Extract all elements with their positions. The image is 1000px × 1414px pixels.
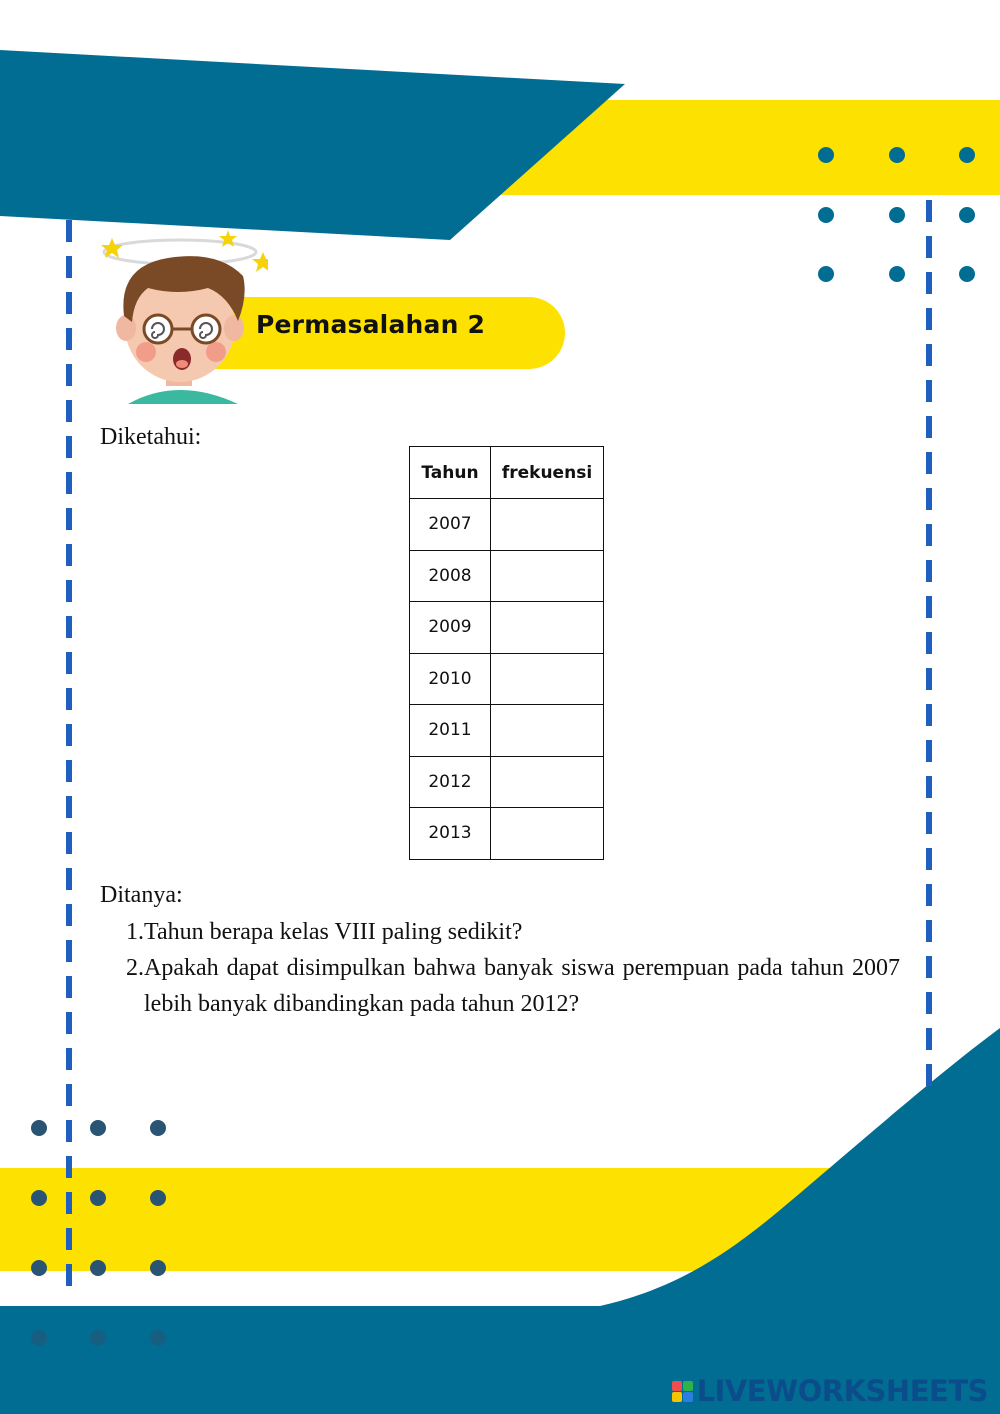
- table-row: [410, 808, 604, 860]
- question-number: 2.: [126, 955, 144, 981]
- table-row: [410, 653, 604, 705]
- brand-name: LIVEWORKSHEETS: [696, 1374, 988, 1408]
- frequency-cell[interactable]: [491, 602, 604, 654]
- column-header-frequency: frekuensi: [491, 447, 604, 499]
- year-cell: 2010: [410, 653, 491, 705]
- year-cell: 2013: [410, 808, 491, 860]
- question-text: Apakah dapat disimpulkan bahwa banyak siswa perempuan pada tahun 2007 lebih banyak dibandingkan pada tahun 2012?: [144, 955, 900, 1017]
- list-item: [100, 914, 900, 950]
- frequency-table: [409, 446, 604, 860]
- question-list: [100, 914, 900, 1022]
- frequency-cell[interactable]: [491, 550, 604, 602]
- frequency-cell[interactable]: [491, 499, 604, 551]
- list-item: [100, 950, 900, 1022]
- year-cell: 2008: [410, 550, 491, 602]
- liveworksheets-brand[interactable]: [672, 1374, 988, 1408]
- table-row: [410, 756, 604, 808]
- question-number: 1.: [126, 919, 144, 945]
- year-cell: 2009: [410, 602, 491, 654]
- page-title: Permasalahan 2: [256, 310, 486, 339]
- asked-label: Ditanya:: [100, 882, 183, 908]
- frequency-cell[interactable]: [491, 756, 604, 808]
- table-row: [410, 602, 604, 654]
- top-navy-shape: [0, 50, 625, 240]
- question-text: Tahun berapa kelas VIII paling sedikit?: [144, 919, 523, 945]
- frequency-cell[interactable]: [491, 653, 604, 705]
- year-cell: 2012: [410, 756, 491, 808]
- table-row: [410, 499, 604, 551]
- column-header-year: Tahun: [410, 447, 491, 499]
- table-row: [410, 705, 604, 757]
- known-label: Diketahui:: [100, 424, 202, 450]
- frequency-cell[interactable]: [491, 808, 604, 860]
- year-cell: 2011: [410, 705, 491, 757]
- year-cell: 2007: [410, 499, 491, 551]
- table-header-row: [410, 447, 604, 499]
- liveworksheets-logo-icon: [672, 1381, 693, 1402]
- table-row: [410, 550, 604, 602]
- frequency-cell[interactable]: [491, 705, 604, 757]
- dizzy-student-icon: [98, 226, 268, 406]
